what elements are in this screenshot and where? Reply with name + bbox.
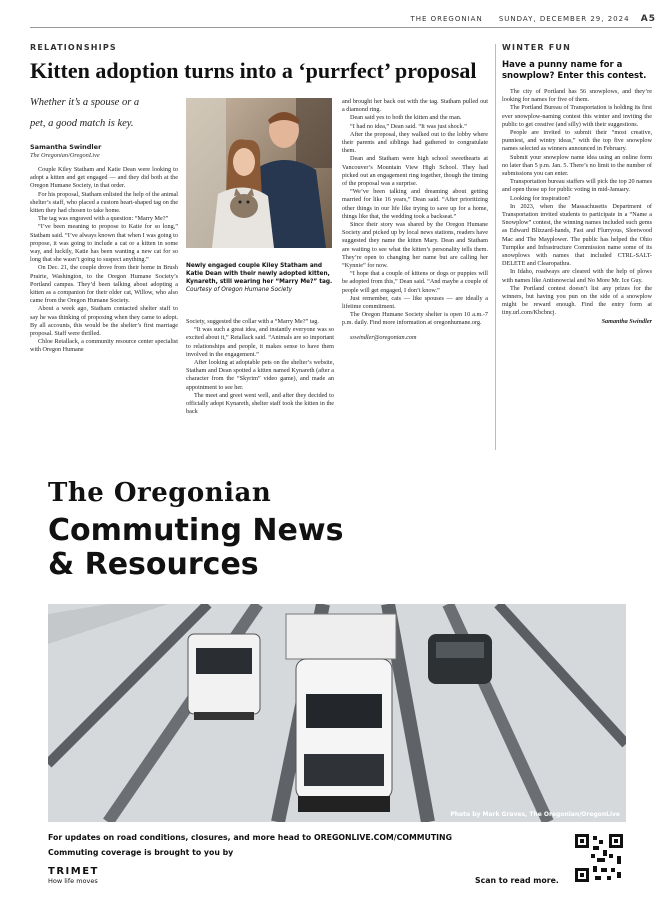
header-rule (30, 27, 652, 28)
trimet-tagline: How life moves (48, 877, 98, 885)
byline: Samantha Swindler (30, 143, 102, 151)
deck-line-2: pet, a good match is key. (30, 118, 134, 129)
paragraph: “I had no idea,” Dean said. “It was just shock.” (350, 122, 467, 130)
paragraph: After looking at adoptable pets on the shelter’s website, Statham and Dean spotted a kitten named Kynareth (after a character from the “Skyrim” video game), and made an appointment to see her. (186, 359, 334, 391)
article-column-1 (30, 166, 178, 452)
paragraph: For his proposal, Statham enlisted the help of the animal shelter’s staff, who placed a custom heart-shaped tag on the kitten they had chosen to take home. (30, 190, 178, 215)
author-email[interactable]: sswindler@oregonian.com (350, 333, 417, 341)
scan-text: Scan to read more. (475, 876, 559, 885)
paragraph: In Idaho, roadways are cleared with the help of plows with names like Antisnowcial and No More Mr. Ice Guy. (502, 268, 652, 284)
article-column-3 (342, 98, 488, 452)
road-photo-credit: Photo by Mark Graves, The Oregonian/OregonLive (450, 811, 620, 818)
ad-title (48, 514, 343, 582)
page-number: A5 (640, 14, 656, 24)
paragraph: Submit your snowplow name idea using an online form no later than 5 p.m. Jan. 5. There’s no limit to the number of submissions you can enter. (502, 153, 652, 178)
paragraph: The meet and greet went well, and after they decided to officially adopt Kynareth, shelter staff took the kitten in the back (186, 391, 334, 416)
paragraph: The Oregon Humane Society shelter is open 10 a.m.-7 p.m. daily. Find more information at oregonhumane.org. (342, 311, 488, 327)
byline-org: The Oregonian/OregonLive (30, 152, 100, 159)
paragraph: Looking for inspiration? (510, 194, 571, 202)
caption-text: Newly engaged couple Kiley Statham and Katie Dean with their newly adopted kitten, Kynareth, still wearing her “Marry Me?” tag. (186, 263, 333, 285)
deck-line-1: Whether it’s a spouse or a (30, 97, 140, 108)
paragraph: The city of Portland has 56 snowplows, and they’re looking for names for five of them. (502, 88, 652, 104)
paragraph: Couple Kiley Statham and Katie Dean were looking to adopt a kitten and get engaged — and they did both at the Oregon Humane Society, in that order. (30, 166, 178, 190)
paragraph: Dean said yes to both the kitten and the man. (350, 114, 462, 122)
couple-kitten-photo (186, 98, 332, 248)
article-kicker: RELATIONSHIPS (30, 43, 117, 52)
paragraph: Transportation bureau staffers will pick the top 20 names and open those up for public voting in mid-January. (502, 178, 652, 194)
page-header (410, 14, 656, 24)
sidebar-title: Have a punny name for a snowplow? Enter this contest. (502, 60, 647, 81)
ad-title-line-2: & Resources (48, 547, 259, 582)
paragraph: After the proposal, they walked out to the lobby where their parents and siblings had gathered to congratulate them. (342, 130, 488, 155)
article-deck (30, 92, 180, 134)
sidebar-body (502, 88, 652, 452)
paragraph: People are invited to submit their “most creative, punniest, and wintry ideas,” with the top five snowplow names selected as winners announced in February. (502, 129, 652, 153)
caption-credit: Courtesy of Oregon Humane Society (186, 287, 293, 293)
qr-code-icon (573, 832, 625, 884)
paragraph: “We’ve been talking and dreaming about getting married for like 16 years,” Dean said. “After prioritizing other things in our life like trying to save up for a home, things like that, the wedding took a backseat.” (342, 188, 488, 220)
paragraph: Chloe Retallack, a community resource center specialist with Oregon Humane (30, 338, 178, 354)
trimet-logo[interactable] (48, 866, 99, 885)
road-illustration (48, 604, 626, 822)
sidebar-signature: Samantha Swindler (601, 317, 652, 325)
paragraph: Society, suggested the collar with a “Marry Me?” tag. (186, 318, 319, 325)
paragraph: “I hope that a couple of kittens or dogs or puppies will be adopted from this,” Dean said. “And maybe a couple of people will get engaged, I don’t know.” (342, 270, 488, 294)
paragraph: In 2023, when the Massachusetts Department of Transportation invited students to participate in a “Name a Snowplow” contest, the winning names included such gems as Edward Blizzard-hands, Fast and Flurryous, Sleetwood Mac and The Mayplower. The public has helped the Ohio Turnpike and Infrastructure Commission name some of its snowplows with names that included CTRL-SALT-DELETE and Clearopathra. (502, 202, 652, 268)
paragraph: The Portland contest doesn’t list any prizes for the winners, but having you pun on the side of a snowplow might be reward enough. Find the entry form at tiny.url.com/Kbcbncj. (502, 284, 652, 317)
publication-name: THE OREGONIAN (410, 15, 483, 23)
ad-title-line-1: Commuting News (48, 513, 344, 548)
paragraph: The tag was engraved with a question: “Marry Me?” (38, 215, 169, 223)
paragraph: “I’ve been meaning to propose to Katie for so long,” Statham said. “I’ve always known that when I was going to propose, it was going to include a cat or a kitten in some way, and luckily, Katie has been wanting a new cat for so long that she wasn’t going to suspect anything.” (30, 223, 178, 264)
paragraph: The Portland Bureau of Transportation is holding its first ever snowplow-naming contest this winter and inviting the public to get creative (and silly) with their suggestions. (502, 104, 652, 128)
qr-code[interactable] (573, 832, 625, 884)
couple-photo-illustration (186, 98, 332, 248)
paragraph: and brought her back out with the tag. Statham pulled out a diamond ring. (342, 98, 488, 114)
trimet-name: TRIMET (48, 866, 99, 877)
ad-updates-text[interactable]: For updates on road conditions, closures, and more head to OREGONLIVE.COM/COMMUTING (48, 833, 452, 842)
paragraph: About a week ago, Statham contacted shelter staff to say he was thinking of proposing when they came to adopt. By all accounts, this would be the shelter’s first marriage proposal. Staff were thrilled. (30, 305, 178, 338)
paragraph: Since their story was shared by the Oregon Humane Society and picked up by local news stations, readers have suggested they name the kitten Mary. Dean and Statham are waiting to see what the kitten’s personality tells them. They’re open to changing her name but are calling her “Kynnie” for now. (342, 221, 488, 270)
article-column-2 (186, 318, 334, 452)
paragraph: Dean and Statham were high school sweethearts at Vancouver’s Mountain View High School. They had picked out an engagement ring together, though the timing of the proposal was a surprise. (342, 155, 488, 188)
column-divider (495, 44, 496, 450)
ad-sponsor-text: Commuting coverage is brought to you by (48, 848, 234, 857)
paragraph: Just remember, cats — like spouses — are ideally a lifetime commitment. (342, 294, 488, 311)
paragraph: On Dec. 21, the couple drove from their home in Brush Prairie, Washington, to the Oregon Humane Society’s Portland campus. They’d been talking about adopting a kitten as a companion for their older cat, Willow, who also came from the Oregon Humane Society. (30, 264, 178, 305)
article-headline: Kitten adoption turns into a ‘purrfect’ proposal (30, 58, 477, 83)
sidebar-kicker: WINTER FUN (502, 43, 572, 52)
ad-masthead-logo: The Oregonian (48, 478, 272, 508)
photo-caption (186, 262, 334, 294)
snowy-road-photo (48, 604, 626, 822)
publication-date: SUNDAY, DECEMBER 29, 2024 (498, 15, 630, 23)
paragraph: “It was such a great idea, and instantly everyone was so excited about it,” Retallack said. “Animals are so important to relationships and people, it makes sense to have them involved in the engagement.” (186, 326, 334, 358)
